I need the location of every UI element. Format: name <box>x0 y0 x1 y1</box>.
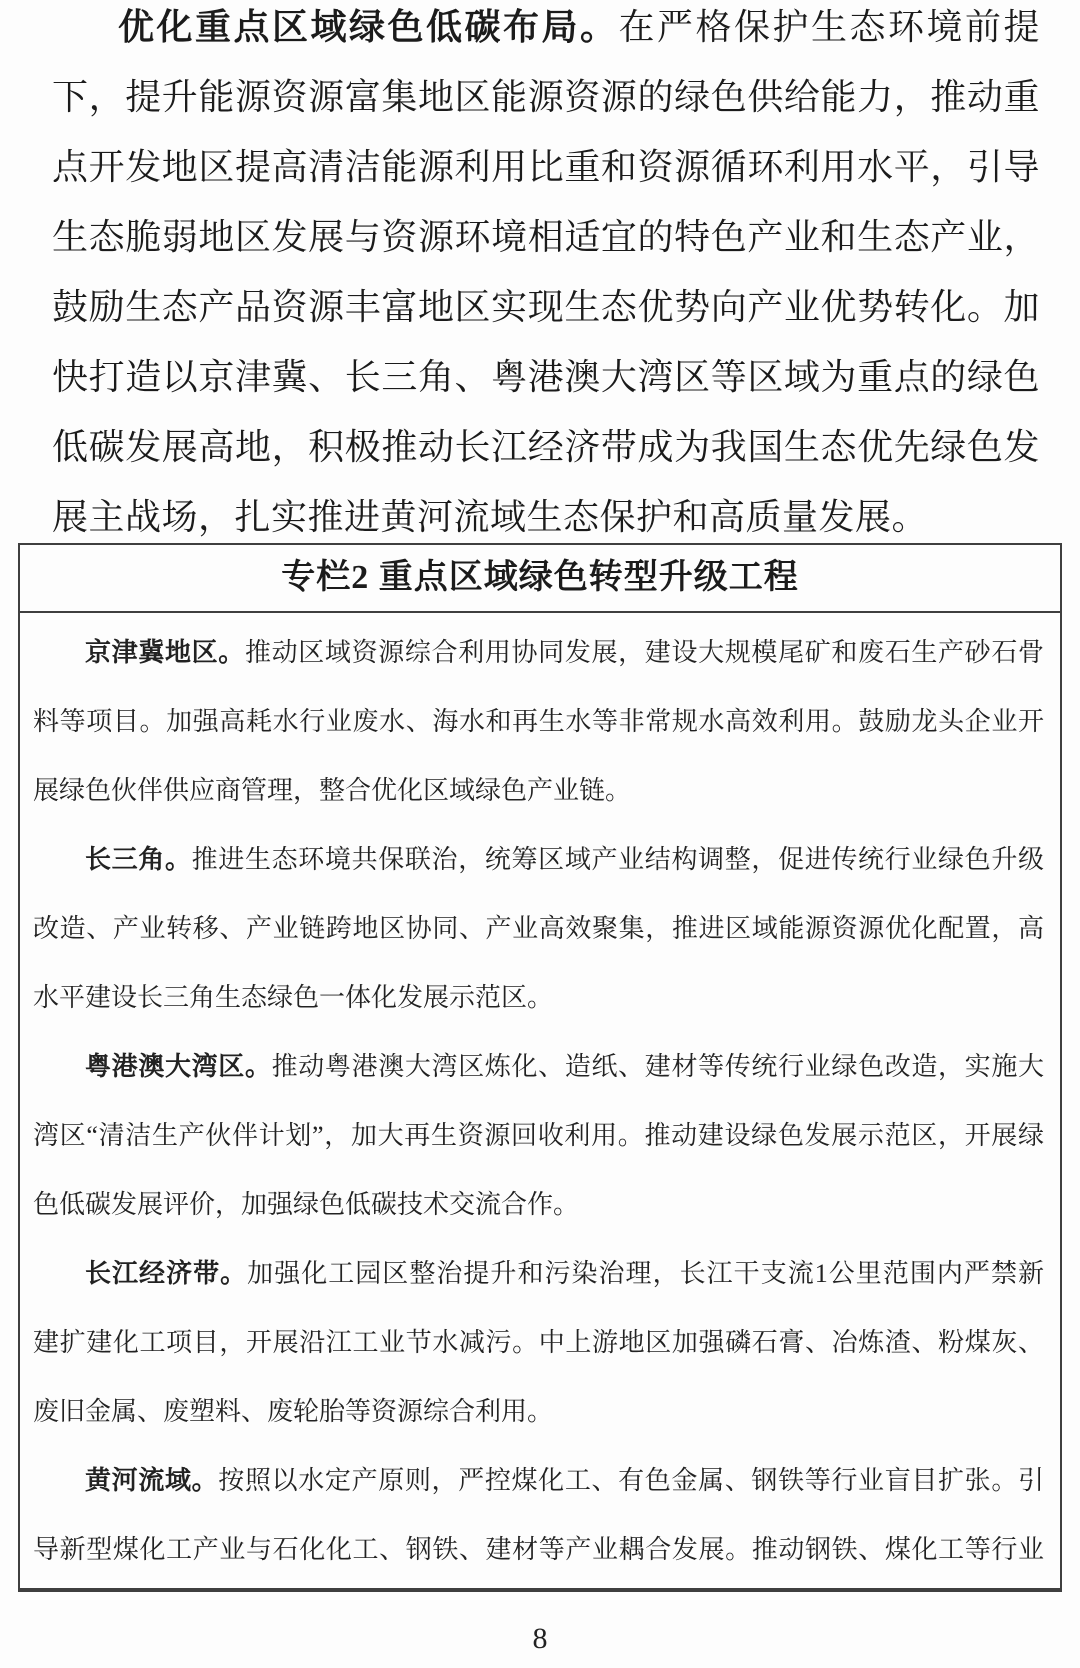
section-lead: 长江经济带。 <box>85 1259 248 1288</box>
text-line: 导新型煤化工产业与石化化工、钢铁、建材等产业耦合发展。推动钢铁、煤化工等行业 <box>33 1535 1044 1564</box>
panel-section-1 <box>33 825 1044 1032</box>
text-line: 点开发地区提高清洁能源利用比重和资源循环利用水平，引导 <box>52 147 1040 187</box>
text-line: 色低碳发展评价，加强绿色低碳技术交流合作。 <box>33 1190 580 1219</box>
text-line: 生态脆弱地区发展与资源环境相适宜的特色产业和生态产业， <box>52 217 1040 257</box>
panel-section-4 <box>33 1446 1044 1584</box>
text-line: 低碳发展高地，积极推动长江经济带成为我国生态优先绿色发 <box>52 427 1040 467</box>
text-line: 改造、产业转移、产业链跨地区协同、产业高效聚集，推进区域能源资源优化配置，高 <box>33 914 1044 943</box>
text-line: 废旧金属、废塑料、废轮胎等资源综合利用。 <box>33 1397 554 1426</box>
text-line: 粤港澳大湾区。推动粤港澳大湾区炼化、造纸、建材等传统行业绿色改造，实施大 <box>85 1052 1044 1081</box>
text-line: 建扩建化工项目，开展沿江工业节水减污。中上游地区加强磷石膏、冶炼渣、粉煤灰、 <box>33 1328 1044 1357</box>
panel-section-2 <box>33 1032 1044 1239</box>
panel-box <box>18 543 1062 1592</box>
text-line: 优化重点区域绿色低碳布局。在严格保护生态环境前提 <box>118 7 1040 47</box>
text-line: 水平建设长三角生态绿色一体化发展示范区。 <box>33 983 554 1012</box>
text-line: 展绿色伙伴供应商管理，整合优化区域绿色产业链。 <box>33 776 632 805</box>
panel-body <box>20 613 1060 1588</box>
text-line: 长江经济带。加强化工园区整治提升和污染治理，长江干支流1公里范围内严禁新 <box>85 1259 1044 1288</box>
section-lead: 长三角。 <box>85 845 192 874</box>
page-number: 8 <box>532 1622 548 1655</box>
text-line: 湾区“清洁生产伙伴计划”，加大再生资源回收利用。推动建设绿色发展示范区，开展绿 <box>33 1121 1044 1150</box>
text-line: 展主战场，扎实推进黄河流域生态保护和高质量发展。 <box>52 497 929 537</box>
text-line: 长三角。推进生态环境共保联治，统筹区域产业结构调整，促进传统行业绿色升级 <box>85 845 1044 874</box>
section-lead: 粤港澳大湾区。 <box>85 1052 272 1081</box>
text-line: 下，提升能源资源富集地区能源资源的绿色供给能力，推动重 <box>52 77 1040 117</box>
section-lead: 黄河流域。 <box>85 1466 219 1495</box>
panel-section-3 <box>33 1239 1044 1446</box>
text-line: 快打造以京津冀、长三角、粤港澳大湾区等区域为重点的绿色 <box>52 357 1040 397</box>
intro-paragraph <box>52 0 1040 552</box>
panel-section-0 <box>33 618 1044 825</box>
intro-lead: 优化重点区域绿色低碳布局。 <box>118 7 619 47</box>
text-line: 黄河流域。按照以水定产原则，严控煤化工、有色金属、钢铁等行业盲目扩张。引 <box>85 1466 1044 1495</box>
panel-title: 专栏2 重点区域绿色转型升级工程 <box>20 545 1060 613</box>
text-line: 料等项目。加强高耗水行业废水、海水和再生水等非常规水高效利用。鼓励龙头企业开 <box>33 707 1044 736</box>
text-line: 京津冀地区。推动区域资源综合利用协同发展，建设大规模尾矿和废石生产砂石骨 <box>85 638 1044 667</box>
text-line: 鼓励生态产品资源丰富地区实现生态优势向产业优势转化。加 <box>52 287 1040 327</box>
section-lead: 京津冀地区。 <box>85 638 245 667</box>
